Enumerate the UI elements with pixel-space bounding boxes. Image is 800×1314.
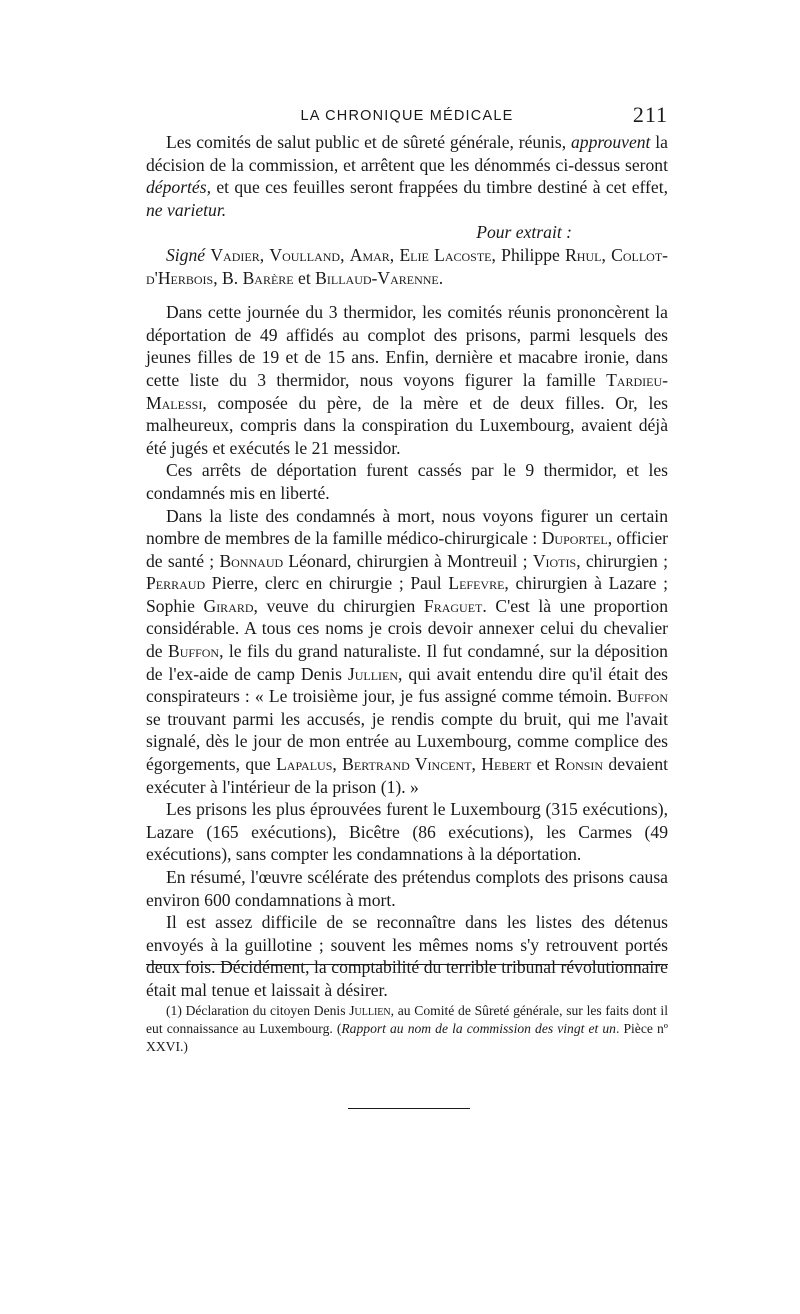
signature-block: Signé Vadier, Voulland, Amar, Elie Lacoste, Philippe Rhul, Collot-d'Herbois, B. Barère et Billaud-Varenne. xyxy=(146,244,669,288)
name-hebert: Hebert xyxy=(481,754,532,775)
name-ronsin: Ronsin xyxy=(554,754,604,775)
paragraph-arrets: Ces arrêts de déportation furent cassés par le 9 thermidor, et les condamnés mis en liberté. xyxy=(146,460,668,503)
footnote-divider xyxy=(146,964,668,965)
footnote: (1) Déclaration du citoyen Denis Jullien, au Comité de Sûreté générale, sur les faits dont il eut connaissance au Luxembourg. (Rapport au nom de la commission des vingt et un. Pièce nº XXVI.) xyxy=(146,1002,668,1054)
name-rhul: Rhul xyxy=(565,244,602,265)
emphasis-ne-varietur: ne varietur. xyxy=(146,199,227,220)
paragraph-resume: En résumé, l'œuvre scélérate des prétendus complots des prisons causa environ 600 condamnations à mort. xyxy=(146,867,668,910)
name-amar: Amar xyxy=(349,244,390,265)
paragraph-decision: Les comités de salut public et de sûreté générale, réunis, approuvent la décision de la commission, et arrêtent que les dénommés ci-dessus seront déportés, et que ces feuilles seront frappées du timbre destiné à cet effet, ne varietur. xyxy=(146,132,668,220)
name-girard: Girard xyxy=(203,595,254,616)
name-vadier: Vadier xyxy=(210,244,260,265)
extract-line: Pour extrait : xyxy=(476,222,572,243)
signe-label: Signé xyxy=(166,244,206,265)
name-voulland: Voulland xyxy=(269,244,341,265)
name-buffon: Buffon xyxy=(616,686,668,707)
name-collot: Collot-d'Herbois xyxy=(146,244,669,288)
paragraph-condamnes: Dans la liste des condamnés à mort, nous voyons figurer un certain nombre de membres de la famille médico-chirurgicale : Duportel, officier de santé ; Bonnaud Léonard, chirurgien à Montreuil ; Viotis, chirurgien ; Perraud Pierre, clerc en chirurgie ; Paul Lefevre, chirurgien à Lazare ; Sophie Girard, veuve du chirurgien Fraguet. C'est là une proportion considérable. A tous ces noms je crois devoir annexer celui du chevalier de Buffon, le fils du grand naturaliste. Il fut condamné, sur la déposition de l'ex-aide de camp Denis Jullien, qui avait entendu dire qu'il était des conspirateurs : « Le troisième jour, je fus assigné comme témoin. Buffon se trouvant parmi les accusés, je rendis compte du bruit, qui me l'avait signalé, dès le jour de mon entrée au Luxembourg, comme complice des égorgements, que Lapalus, Bertrand Vincent, Hebert et Ronsin devaient exécuter à l'intérieur de la prison (1). » xyxy=(146,505,669,797)
name-lacoste: Elie Lacoste xyxy=(399,244,492,265)
name-billaud: Billaud-Varenne xyxy=(315,267,439,288)
emphasis-deportes: déportés, xyxy=(146,177,211,198)
name-duportel: Duportel xyxy=(541,528,608,549)
paragraph-prisons: Les prisons les plus éprouvées furent le Luxembourg (315 exécutions), Lazare (165 exécutions), Bicêtre (86 exécutions), les Carmes (49 exécutions), sans compter les condamnations à la déportation. xyxy=(146,799,668,865)
name-bertrand: Bertrand Vincent xyxy=(342,754,472,775)
name-perraud: Perraud xyxy=(146,573,206,594)
name-lapalus: Lapalus xyxy=(276,754,333,775)
page-number: 211 xyxy=(632,102,668,127)
page-header xyxy=(146,104,668,130)
name-jullien: Jullien xyxy=(347,663,399,684)
name-buffon: Buffon xyxy=(168,641,220,662)
paragraph-deportation: Dans cette journée du 3 thermidor, les comités réunis prononcèrent la déportation de 49 affidés au complot des prisons, parmi lesquels des jeunes filles de 19 et de 15 ans. Enfin, dernière et macabre ironie, dans cette liste du 3 thermidor, nous voyons figurer la famille Tardieu-Malessi, composée du père, de la mère et de deux filles. Or, les malheureux, compris dans la conspiration du Luxembourg, avaient déjà été jugés et exécutés le 21 messidor. xyxy=(146,302,668,458)
name-fraguet: Fraguet xyxy=(423,595,483,616)
running-title: LA CHRONIQUE MÉDICALE xyxy=(300,108,514,124)
end-rule xyxy=(348,1108,470,1109)
name-jullien: Jullien xyxy=(349,1002,391,1018)
name-lefevre: Lefevre xyxy=(448,573,505,594)
emphasis-approuvent: approuvent xyxy=(570,132,651,152)
name-bonnaud: Bonnaud xyxy=(219,550,284,571)
name-barere: Barère xyxy=(242,267,294,288)
name-viotis: Viotis xyxy=(532,550,577,571)
name-tardieu: Tardieu-Malessi xyxy=(146,369,668,413)
paragraph-listes: Il est assez difficile de se reconnaître dans les listes des détenus envoyés à la guillotine ; souvent les mêmes noms s'y retrouvent portés deux fois. Décidément, la comptabilité du terrible tribunal révolutionnaire était mal tenue et laissait à désirer. xyxy=(146,912,668,1000)
body-text xyxy=(146,131,668,1002)
footnote-rapport-title: Rapport au nom de la commission des vingt et un xyxy=(341,1020,616,1036)
